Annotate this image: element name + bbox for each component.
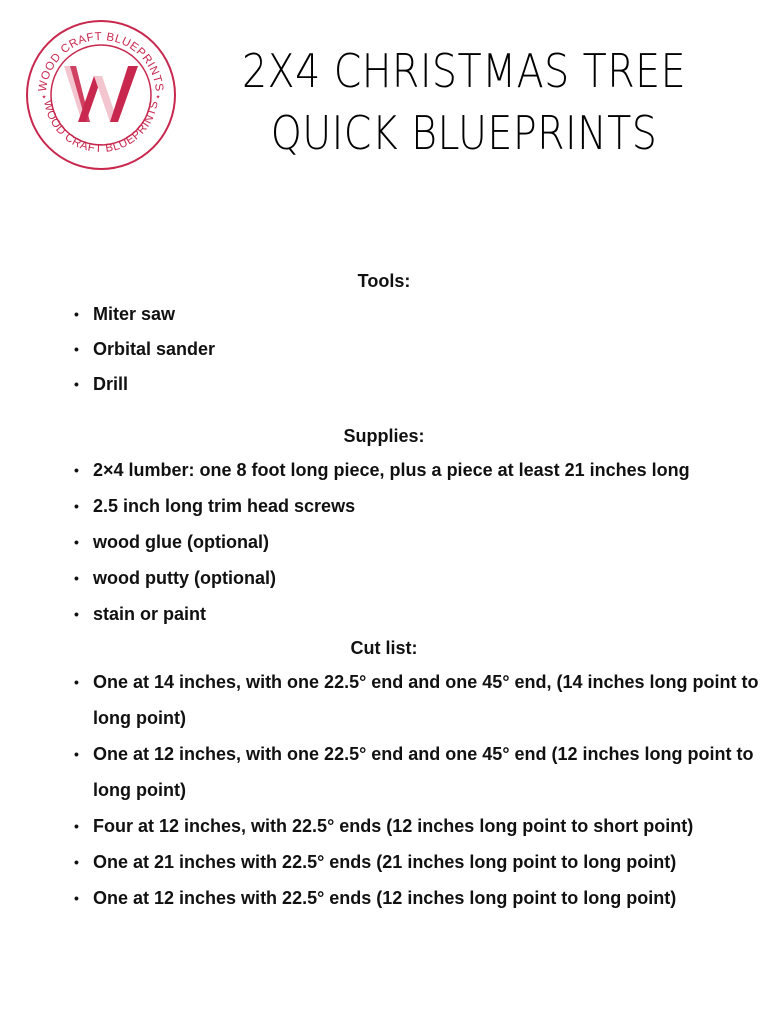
- wood-craft-blueprints-logo: [24, 18, 178, 172]
- list-item-text: wood glue (optional): [93, 532, 269, 552]
- bullet-icon: •: [74, 534, 79, 550]
- page-title: [228, 40, 699, 164]
- list-item-text: wood putty (optional): [93, 568, 276, 588]
- bullet-icon: •: [74, 341, 79, 357]
- list-item: [0, 488, 768, 524]
- list-item: [0, 524, 768, 560]
- svg-text:WOOD CRAFT BLUEPRINTS: [41, 99, 161, 155]
- list-item-text: 2.5 inch long trim head screws: [93, 496, 356, 516]
- svg-text:✦: ✦: [41, 95, 47, 101]
- list-item-text: Four at 12 inches, with 22.5° ends (12 inches long point to short point): [93, 816, 694, 836]
- list-item-text: One at 14 inches, with one 22.5° end and one 45° end, (14 inches long point to long point): [93, 672, 759, 728]
- bullet-icon: •: [74, 746, 79, 762]
- cut-list: [0, 664, 768, 916]
- tools-heading: Tools:: [357, 271, 411, 291]
- bullet-icon: •: [74, 606, 79, 622]
- list-item: [0, 596, 768, 632]
- list-item: [0, 297, 768, 332]
- list-item-text: stain or paint: [93, 604, 207, 624]
- svg-text:✦: ✦: [155, 95, 161, 101]
- list-item: [0, 664, 768, 736]
- logo-ring-text-top: WOOD CRAFT BLUEPRINTS: [36, 30, 166, 93]
- bullet-icon: •: [74, 818, 79, 834]
- list-item: [0, 560, 768, 596]
- logo-w-mark: [64, 66, 138, 122]
- list-item: [0, 880, 768, 916]
- cut-list-section: [0, 632, 768, 916]
- list-item-text: One at 12 inches, with one 22.5° end and one 45° end (12 inches long point to long point): [93, 744, 754, 800]
- tools-list: [0, 297, 768, 402]
- bullet-icon: •: [74, 462, 79, 478]
- bullet-icon: •: [74, 854, 79, 870]
- bullet-icon: •: [74, 890, 79, 906]
- list-item: [0, 452, 768, 488]
- bullet-icon: •: [74, 570, 79, 586]
- list-item: [0, 808, 768, 844]
- list-item-text: Drill: [93, 374, 129, 394]
- list-item: [0, 332, 768, 367]
- list-item: [0, 844, 768, 880]
- tools-section: [0, 265, 768, 402]
- supplies-list: [0, 452, 768, 632]
- supplies-heading: Supplies:: [343, 426, 425, 446]
- document-body: [0, 265, 768, 916]
- list-item-text: 2×4 lumber: one 8 foot long piece, plus a piece at least 21 inches long: [93, 460, 690, 480]
- list-item-text: Miter saw: [93, 304, 176, 324]
- list-item: [0, 736, 768, 808]
- bullet-icon: •: [74, 376, 79, 392]
- title-line-1: 2X4 CHRISTMAS TREE: [241, 44, 687, 98]
- bullet-icon: •: [74, 498, 79, 514]
- bullet-icon: •: [74, 674, 79, 690]
- title-line-2: QUICK BLUEPRINTS: [270, 106, 658, 160]
- logo-ring-text-bottom: WOOD CRAFT BLUEPRINTS: [41, 99, 161, 156]
- bullet-icon: •: [74, 306, 79, 322]
- cut-list-heading: Cut list:: [350, 638, 418, 658]
- list-item-text: Orbital sander: [93, 339, 216, 359]
- list-item-text: One at 12 inches with 22.5° ends (12 inches long point to long point): [93, 888, 677, 908]
- list-item: [0, 367, 768, 402]
- supplies-section: [0, 420, 768, 632]
- list-item-text: One at 21 inches with 22.5° ends (21 inches long point to long point): [93, 852, 677, 872]
